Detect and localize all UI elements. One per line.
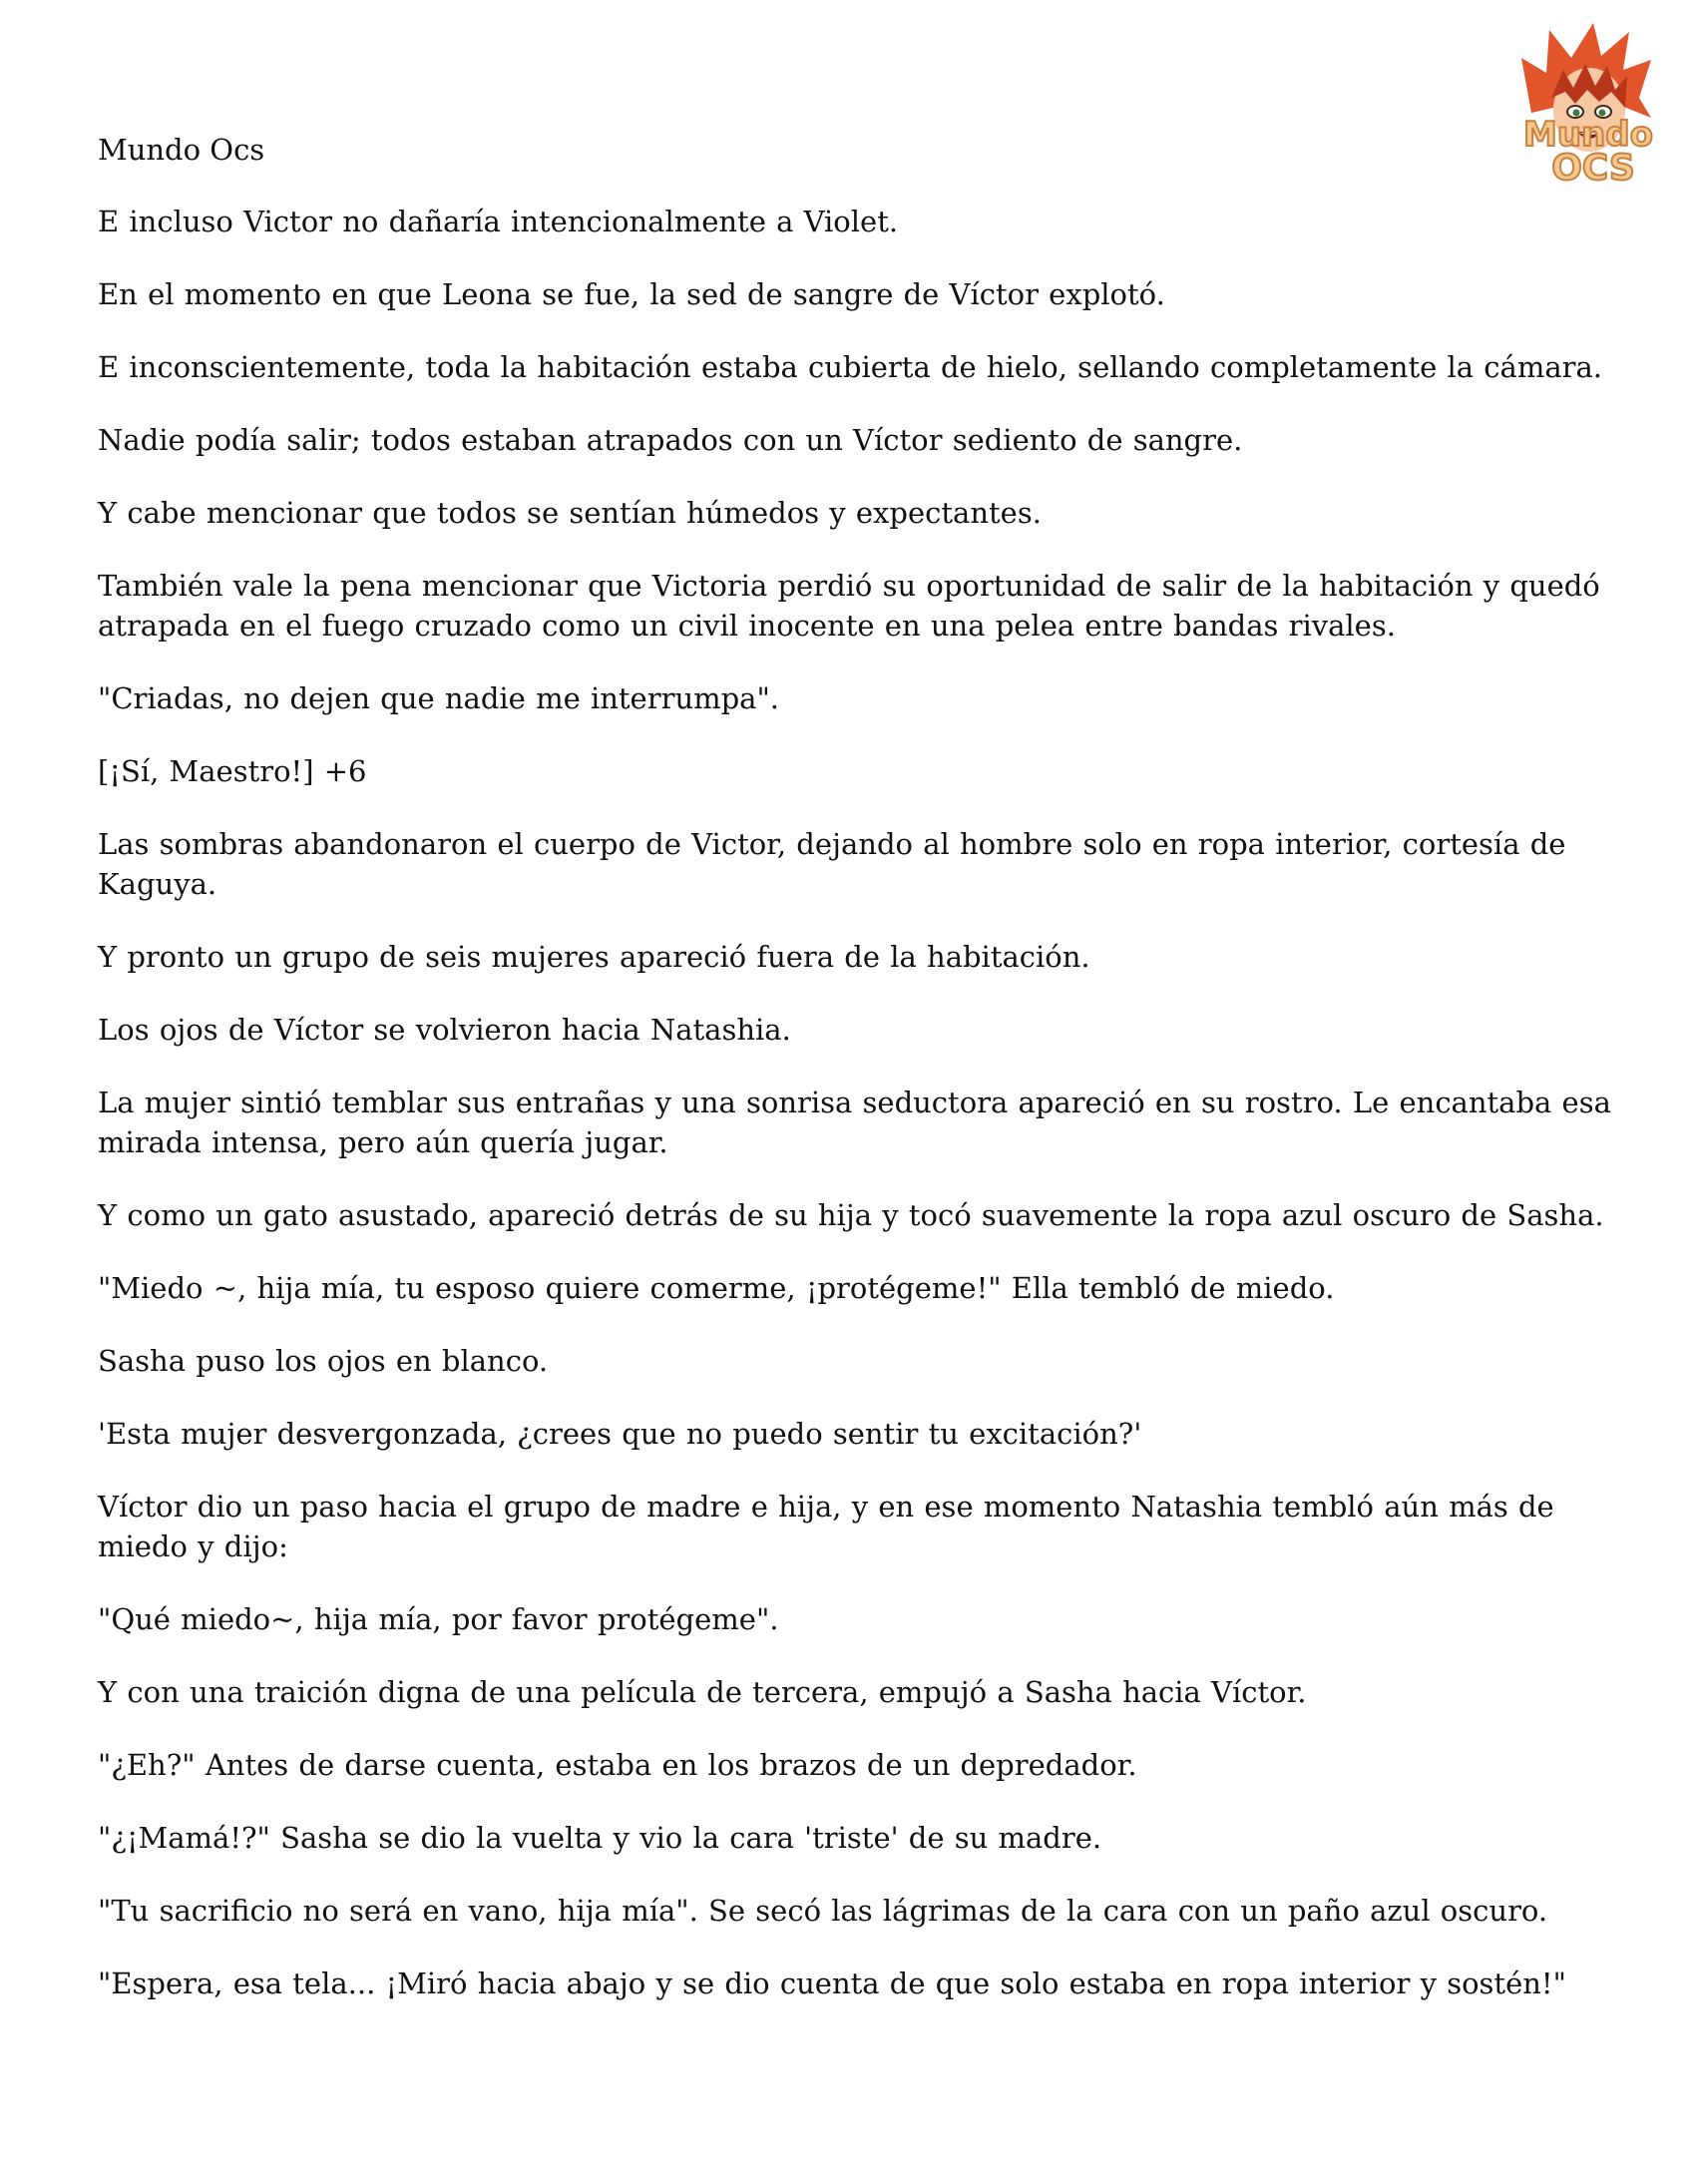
paragraph: "¿Eh?" Antes de darse cuenta, estaba en los brazos de un depredador. [98,1748,1137,1782]
paragraph: E incluso Victor no dañaría intencionalmente a Violet. [98,205,899,238]
paragraph: Y como un gato asustado, apareció detrás de su hija y tocó suavemente la ropa azul oscuro de Sasha. [98,1198,1604,1232]
paragraph: E inconscientemente, toda la habitación estaba cubierta de hielo, sellando completamente la cámara. [98,350,1602,384]
document-page [98,130,1634,2036]
paragraph: "Qué miedo~, hija mía, por favor protégeme". [98,1602,779,1636]
paragraph: "Tu sacrificio no será en vano, hija mía". Se secó las lágrimas de la cara con un paño azul oscuro. [98,1894,1548,1928]
paragraph: Y pronto un grupo de seis mujeres apareció fuera de la habitación. [98,940,1090,974]
paragraph: Y cabe mencionar que todos se sentían húmedos y expectantes. [98,496,1042,530]
document-body [98,202,1634,2003]
page-header-title: Mundo Ocs [98,133,265,167]
paragraph: Las sombras abandonaron el cuerpo de Victor, dejando al hombre solo en ropa interior, cortesía de Kaguya. [98,827,1566,901]
logo-text-bottom: OCS [1551,148,1635,189]
paragraph: Los ojos de Víctor se volvieron hacia Natashia. [98,1013,791,1047]
paragraph: También vale la pena mencionar que Victoria perdió su oportunidad de salir de la habitación y quedó atrapada en el fuego cruzado como un civil inocente en una pelea entre bandas rivales. [98,569,1600,643]
paragraph: "Miedo ~, hija mía, tu esposo quiere comerme, ¡protégeme!" Ella tembló de miedo. [98,1271,1335,1305]
paragraph: "Espera, esa tela... ¡Miró hacia abajo y se dio cuenta de que solo estaba en ropa interior y sostén!" [98,1966,1566,2000]
paragraph: La mujer sintió temblar sus entrañas y una sonrisa seductora apareció en su rostro. Le encantaba esa mirada intensa, pero aún quería jugar. [98,1086,1611,1159]
paragraph: "Criadas, no dejen que nadie me interrumpa". [98,681,780,715]
paragraph: Sasha puso los ojos en blanco. [98,1344,549,1378]
paragraph: En el momento en que Leona se fue, la sed de sangre de Víctor explotó. [98,277,1165,311]
paragraph: Y con una traición digna de una película de tercera, empujó a Sasha hacia Víctor. [98,1675,1307,1709]
logo-text-top: Mundo [1523,115,1653,155]
paragraph: 'Esta mujer desvergonzada, ¿crees que no puedo sentir tu excitación?' [98,1417,1142,1451]
paragraph: "¿¡Mamá!?" Sasha se dio la vuelta y vio la cara 'triste' de su madre. [98,1821,1102,1855]
paragraph: Víctor dio un paso hacia el grupo de madre e hija, y en ese momento Natashia tembló aún más de miedo y dijo: [98,1490,1554,1563]
paragraph: Nadie podía salir; todos estaban atrapados con un Víctor sediento de sangre. [98,423,1243,457]
paragraph: [¡Sí, Maestro!] +6 [98,754,367,788]
